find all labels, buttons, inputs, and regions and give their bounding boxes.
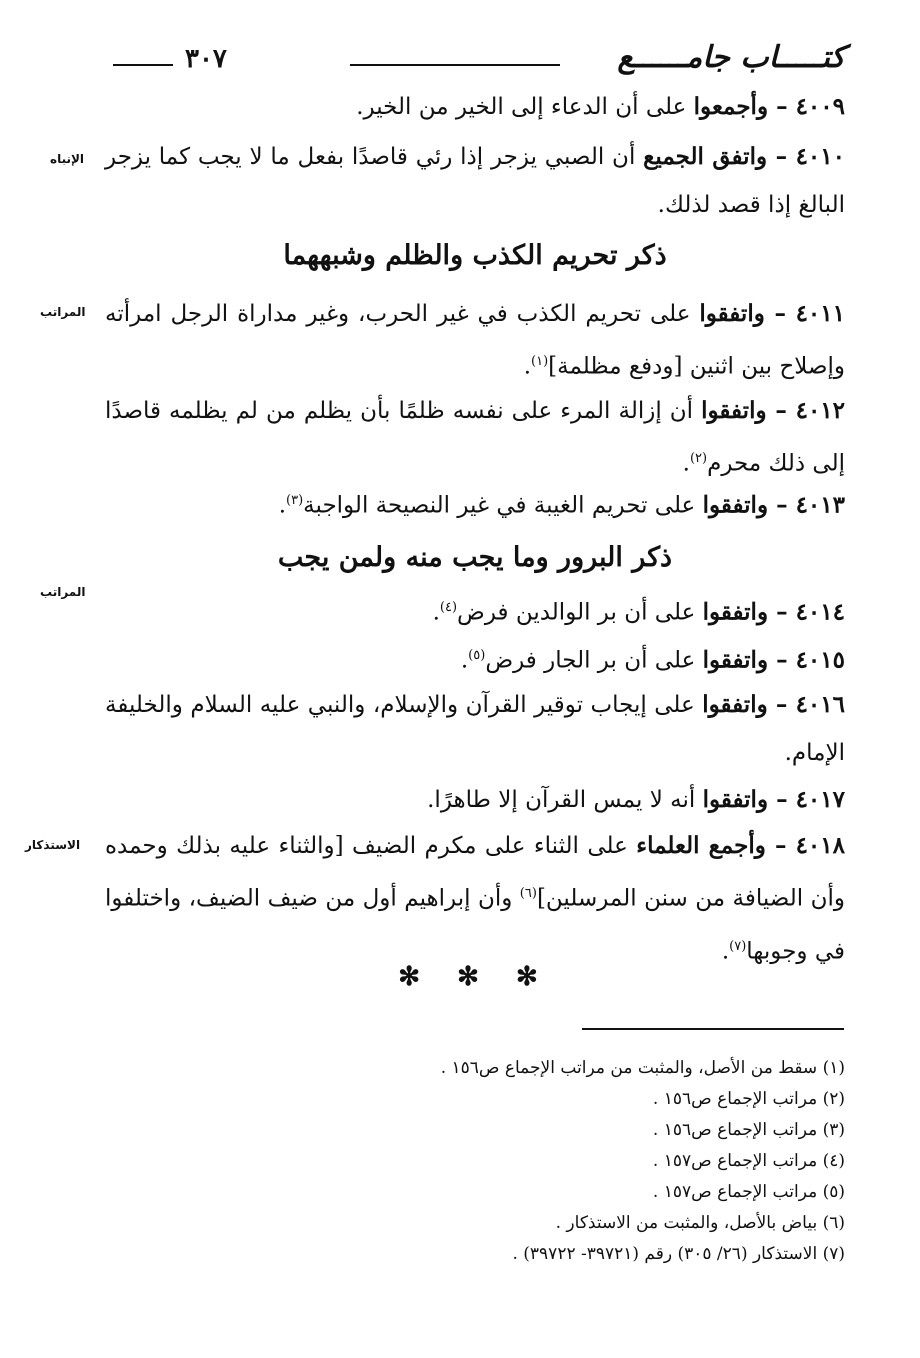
- entry-lead: واتفقوا: [701, 397, 767, 424]
- section-heading: ذكر تحريم الكذب والظلم وشبههما: [283, 240, 667, 271]
- entry-number: ٤٠١٣: [795, 491, 845, 519]
- footnote-item: (٦) بياض بالأصل، والمثبت من الاستذكار .: [555, 1213, 845, 1233]
- footnote-rule: [582, 1028, 844, 1030]
- margin-source-note: الاستذكار: [25, 838, 81, 852]
- entry-end: .: [432, 599, 440, 626]
- footnote-ref[interactable]: (٣): [286, 493, 304, 508]
- footnote-ref[interactable]: (٧): [729, 938, 747, 954]
- entry-text: على أن بر الجار فرض: [485, 647, 703, 674]
- entry-end: .: [460, 647, 469, 674]
- entry-4013: [105, 477, 845, 530]
- entry-number: ٤٠٠٩: [795, 93, 845, 120]
- entry-lead: واتفقوا: [702, 786, 769, 813]
- entry-lead: وأجمع العلماء: [636, 832, 766, 859]
- entry-text: على أن الدعاء إلى الخير من الخير.: [356, 94, 694, 120]
- entry-number: ٤٠١٥: [795, 646, 845, 674]
- entry-number: ٤٠١٢: [795, 397, 846, 424]
- entry-lead: واتفق الجميع: [643, 143, 768, 170]
- entry-4009: [105, 83, 845, 131]
- footnote-item: (٧) الاستذكار (٢٦/ ٣٠٥) رقم (٣٩٧٢١- ٣٩٧٢٢) .: [512, 1244, 845, 1264]
- entry-number: ٤٠١٦: [795, 691, 845, 718]
- running-header: [105, 40, 845, 84]
- entry-dash: –: [767, 143, 796, 170]
- entry-dash: –: [768, 93, 796, 120]
- entry-4018: [105, 822, 845, 975]
- entry-text: على تحريم الكذب في غير الحرب، وغير مداراة الرجل امرأته وإصلاح بين اثنين [ودفع مظلمة]: [105, 301, 845, 380]
- entry-dash: –: [768, 786, 796, 813]
- entry-4010: [105, 133, 845, 229]
- entry-lead: واتفقوا: [702, 491, 769, 519]
- entry-text: وأن إبراهيم أول من ضيف الضيف، واختلفوا في وجوبها: [105, 885, 845, 965]
- entry-end: .: [278, 492, 287, 519]
- entry-text: على أن بر الوالدين فرض: [457, 599, 703, 626]
- entry-lead: واتفقوا: [702, 691, 768, 718]
- footnote-ref[interactable]: (٤): [439, 600, 458, 615]
- footnote-ref[interactable]: (٦): [519, 886, 537, 901]
- entry-4016: [105, 681, 845, 777]
- entry-text: على تحريم الغيبة في غير النصيحة الواجبة: [303, 492, 703, 519]
- footnote-item: (٤) مراتب الإجماع ص١٥٧ .: [652, 1151, 845, 1171]
- entry-4012: [105, 387, 845, 488]
- footnote-item: (٣) مراتب الإجماع ص١٥٦ .: [652, 1120, 845, 1140]
- entry-lead: وأجمعوا: [693, 93, 769, 120]
- entry-4011: [105, 290, 845, 391]
- entry-dash: –: [766, 397, 796, 424]
- footnote-item: (١) سقط من الأصل، والمثبت من مراتب الإجماع ص١٥٦ .: [440, 1058, 845, 1078]
- entry-lead: واتفقوا: [699, 300, 765, 327]
- entry-4017: [105, 776, 845, 824]
- entry-text: أنه لا يمس القرآن إلا طاهرًا.: [427, 787, 703, 813]
- header-rule: [113, 64, 173, 66]
- entry-number: ٤٠١٨: [795, 832, 845, 859]
- section-separator: ✻ ✻ ✻: [398, 962, 552, 992]
- entry-dash: –: [768, 646, 796, 674]
- entry-dash: –: [768, 598, 796, 626]
- section-heading: ذكر البرور وما يجب منه ولمن يجب: [277, 542, 673, 573]
- footnote-ref[interactable]: (٢): [689, 451, 708, 466]
- entry-end: .: [721, 938, 730, 965]
- footnote-ref[interactable]: (٥): [468, 648, 486, 663]
- entry-4014: [105, 584, 845, 637]
- footnote-item: (٥) مراتب الإجماع ص١٥٧ .: [652, 1182, 845, 1202]
- entry-text: على إيجاب توقير القرآن والإسلام، والنبي عليه السلام والخليفة الإمام.: [105, 692, 845, 766]
- entry-lead: واتفقوا: [702, 646, 769, 674]
- entry-lead: واتفقوا: [702, 598, 769, 626]
- entry-number: ٤٠١٠: [795, 143, 845, 170]
- entry-end: .: [523, 353, 532, 380]
- footnotes: [105, 1053, 845, 1270]
- margin-source-note: المراتب: [40, 585, 86, 599]
- entry-text: أن الصبي يزجر إذا رئي قاصدًا بفعل ما لا يجب كما يزجر البالغ إذا قصد لذلك.: [105, 144, 845, 218]
- entry-number: ٤٠١٧: [795, 786, 845, 813]
- margin-source-note: الإنباه: [50, 152, 85, 166]
- entry-end: .: [682, 450, 690, 477]
- entry-number: ٤٠١٤: [795, 598, 845, 626]
- entry-dash: –: [767, 691, 796, 718]
- entry-number: ٤٠١١: [795, 300, 845, 327]
- page-number: ٣٠٧: [185, 44, 227, 74]
- footnote-item: (٢) مراتب الإجماع ص١٥٦ .: [652, 1089, 845, 1109]
- header-rule: [350, 64, 560, 66]
- entry-dash: –: [764, 300, 796, 327]
- entry-text: أن إزالة المرء على نفسه ظلمًا بأن يظلم من لم يظلمه قاصدًا إلى ذلك محرم: [105, 398, 845, 477]
- book-title: كتـــــاب جامــــــع: [617, 40, 845, 75]
- footnote-ref[interactable]: (١): [531, 354, 549, 369]
- margin-source-note: المراتب: [40, 305, 86, 319]
- entry-text: على الثناء على مكرم الضيف [والثناء عليه بذلك وحمده وأن الضيافة من سنن المرسلين]: [105, 833, 845, 912]
- entry-dash: –: [765, 832, 796, 859]
- entry-dash: –: [768, 491, 796, 519]
- entry-4015: [105, 632, 845, 685]
